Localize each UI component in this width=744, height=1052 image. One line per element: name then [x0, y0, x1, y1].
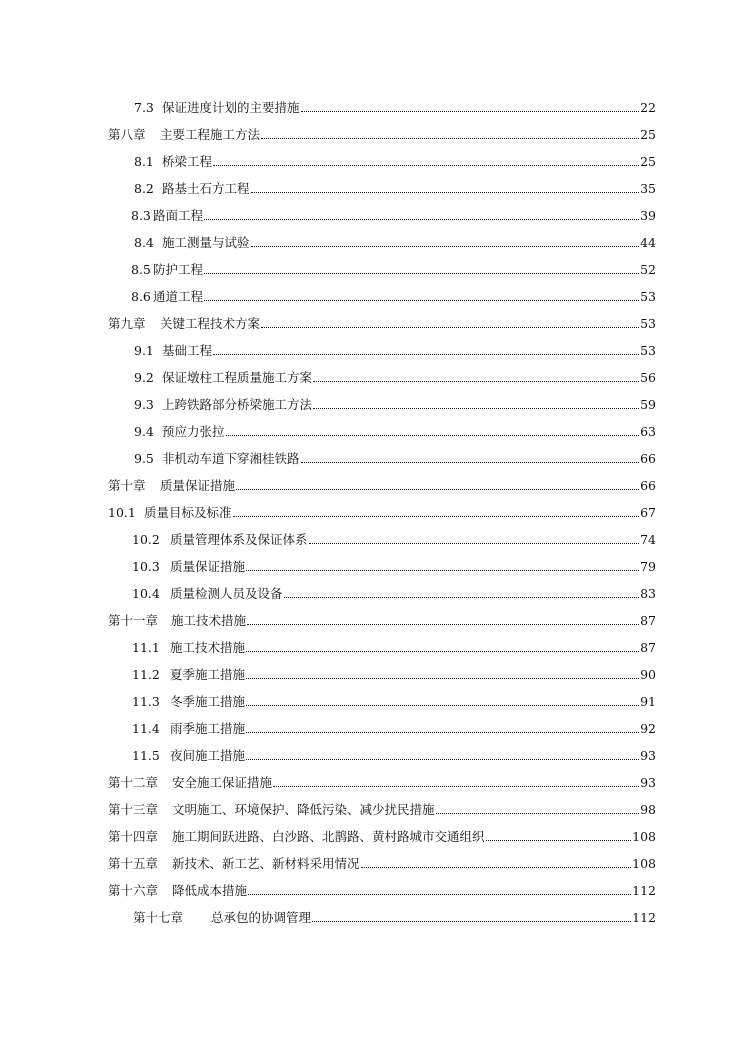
toc-entry-chapter-14[interactable] — [108, 817, 656, 844]
toc-entry-10-2[interactable] — [132, 520, 656, 547]
toc-title: 降低成本措施 — [172, 883, 248, 898]
toc-entry-11-4[interactable] — [132, 709, 656, 736]
toc-entry-9-1[interactable] — [134, 331, 656, 358]
toc-title: 保证墩柱工程质量施工方案 — [162, 370, 313, 385]
toc-number: 第八章 — [108, 127, 146, 142]
toc-entry-8-6[interactable] — [131, 277, 656, 304]
toc-number: 10.3 — [132, 559, 160, 574]
toc-entry-11-1[interactable] — [132, 628, 656, 655]
toc-page-number: 44 — [640, 235, 656, 250]
dot-leader — [246, 678, 639, 679]
toc-page-number: 112 — [632, 910, 656, 925]
toc-entry-10-4[interactable] — [132, 574, 656, 601]
toc-title: 预应力张拉 — [162, 424, 225, 439]
table-of-contents — [0, 88, 744, 925]
toc-page-number: 67 — [640, 505, 656, 520]
toc-number: 第十五章 — [108, 856, 159, 871]
dot-leader — [246, 732, 639, 733]
toc-page-number: 87 — [640, 613, 656, 628]
toc-number: 11.1 — [132, 640, 160, 655]
toc-number: 第十三章 — [108, 802, 159, 817]
toc-title: 雨季施工措施 — [170, 721, 246, 736]
toc-title: 路基土石方工程 — [162, 181, 250, 196]
toc-entry-11-2[interactable] — [132, 655, 656, 682]
toc-page-number: 56 — [640, 370, 656, 385]
toc-title: 新技术、新工艺、新材料采用情况 — [172, 856, 360, 871]
dot-leader — [233, 516, 640, 517]
toc-page-number: 83 — [640, 586, 656, 601]
toc-number: 11.3 — [132, 694, 160, 709]
toc-page-number: 63 — [640, 424, 656, 439]
toc-page-number: 108 — [632, 829, 656, 844]
toc-title: 冬季施工措施 — [170, 694, 246, 709]
toc-title: 基础工程 — [162, 343, 213, 358]
toc-title: 施工期间跃进路、白沙路、北鹊路、黄村路城市交通组织 — [172, 829, 485, 844]
toc-number: 9.3 — [134, 397, 154, 412]
dot-leader — [436, 813, 640, 814]
toc-title: 防护工程 — [153, 262, 204, 277]
toc-title: 保证进度计划的主要措施 — [162, 100, 300, 115]
toc-page-number: 52 — [640, 262, 656, 277]
toc-entry-8-4[interactable] — [134, 223, 656, 250]
toc-page-number: 35 — [640, 181, 656, 196]
toc-entry-chapter-8[interactable] — [108, 115, 656, 142]
dot-leader — [273, 786, 639, 787]
dot-leader — [246, 651, 639, 652]
toc-title: 总承包的协调管理 — [211, 910, 312, 925]
toc-entry-11-5[interactable] — [132, 736, 656, 763]
toc-page-number: 98 — [640, 802, 656, 817]
toc-number: 第九章 — [108, 316, 146, 331]
toc-page-number: 93 — [640, 775, 656, 790]
toc-entry-chapter-9[interactable] — [108, 304, 656, 331]
dot-leader — [204, 219, 639, 220]
toc-entry-7-3[interactable] — [134, 88, 656, 115]
toc-page-number: 53 — [640, 343, 656, 358]
toc-page-number: 79 — [640, 559, 656, 574]
toc-title: 质量目标及标准 — [144, 505, 232, 520]
toc-entry-10-3[interactable] — [132, 547, 656, 574]
toc-number: 8.6 — [131, 289, 151, 304]
toc-number: 9.5 — [134, 451, 154, 466]
toc-page-number: 25 — [640, 127, 656, 142]
dot-leader — [301, 111, 640, 112]
toc-entry-8-3[interactable] — [131, 196, 656, 223]
dot-leader — [246, 759, 639, 760]
toc-title: 非机动车道下穿湘桂铁路 — [162, 451, 300, 466]
dot-leader — [213, 354, 639, 355]
toc-number: 8.2 — [134, 181, 154, 196]
toc-title: 质量检测人员及设备 — [170, 586, 283, 601]
toc-title: 文明施工、环境保护、降低污染、减少扰民措施 — [172, 802, 435, 817]
toc-entry-8-1[interactable] — [134, 142, 656, 169]
toc-number: 8.3 — [131, 208, 151, 223]
toc-page-number: 112 — [632, 883, 656, 898]
toc-entry-9-4[interactable] — [134, 412, 656, 439]
toc-entry-chapter-16[interactable] — [108, 871, 656, 898]
toc-entry-9-3[interactable] — [134, 385, 656, 412]
dot-leader — [251, 246, 640, 247]
toc-title: 夏季施工措施 — [170, 667, 246, 682]
dot-leader — [226, 435, 640, 436]
toc-number: 第十七章 — [133, 910, 184, 925]
toc-page-number: 53 — [640, 316, 656, 331]
toc-number: 9.1 — [134, 343, 154, 358]
dot-leader — [204, 300, 639, 301]
dot-leader — [251, 192, 640, 193]
toc-number: 第十四章 — [108, 829, 159, 844]
toc-entry-chapter-12[interactable] — [108, 763, 656, 790]
toc-number: 10.2 — [132, 532, 160, 547]
dot-leader — [236, 489, 639, 490]
toc-number: 第十二章 — [108, 775, 159, 790]
toc-number: 7.3 — [134, 100, 154, 115]
toc-entry-chapter-15[interactable] — [108, 844, 656, 871]
toc-title: 上跨铁路部分桥梁施工方法 — [162, 397, 313, 412]
toc-page-number: 90 — [640, 667, 656, 682]
toc-page-number: 39 — [640, 208, 656, 223]
toc-number: 11.5 — [132, 748, 160, 763]
dot-leader — [284, 597, 640, 598]
toc-page-number: 87 — [640, 640, 656, 655]
dot-leader — [247, 624, 639, 625]
toc-title: 通道工程 — [153, 289, 204, 304]
toc-number: 第十六章 — [108, 883, 159, 898]
toc-title: 施工技术措施 — [171, 613, 247, 628]
toc-title: 关键工程技术方案 — [160, 316, 261, 331]
toc-number: 10.1 — [108, 505, 136, 520]
dot-leader — [313, 381, 639, 382]
toc-title: 安全施工保证措施 — [172, 775, 273, 790]
dot-leader — [301, 462, 640, 463]
toc-number: 第十章 — [108, 478, 146, 493]
toc-number: 8.1 — [134, 154, 154, 169]
toc-title: 质量保证措施 — [170, 559, 246, 574]
toc-entry-9-2[interactable] — [134, 358, 656, 385]
toc-title: 质量保证措施 — [160, 478, 236, 493]
toc-page-number: 91 — [640, 694, 656, 709]
toc-entry-9-5[interactable] — [134, 439, 656, 466]
dot-leader — [486, 840, 632, 841]
toc-entry-chapter-11[interactable] — [108, 601, 656, 628]
toc-page-number: 108 — [632, 856, 656, 871]
toc-title: 桥梁工程 — [162, 154, 213, 169]
toc-title: 施工测量与试验 — [162, 235, 250, 250]
toc-entry-chapter-17[interactable] — [133, 898, 656, 925]
toc-page-number: 74 — [640, 532, 656, 547]
dot-leader — [246, 705, 639, 706]
toc-page-number: 53 — [640, 289, 656, 304]
dot-leader — [312, 921, 631, 922]
dot-leader — [248, 894, 631, 895]
toc-title: 施工技术措施 — [170, 640, 246, 655]
dot-leader — [213, 165, 639, 166]
toc-entry-11-3[interactable] — [132, 682, 656, 709]
dot-leader — [261, 327, 639, 328]
toc-number: 第十一章 — [108, 613, 159, 628]
dot-leader — [361, 867, 632, 868]
dot-leader — [309, 543, 640, 544]
toc-entry-10-1[interactable] — [108, 493, 656, 520]
dot-leader — [261, 138, 639, 139]
toc-title: 路面工程 — [153, 208, 204, 223]
toc-entry-8-2[interactable] — [134, 169, 656, 196]
toc-entry-chapter-13[interactable] — [108, 790, 656, 817]
dot-leader — [204, 273, 639, 274]
toc-title: 夜间施工措施 — [170, 748, 246, 763]
toc-page-number: 93 — [640, 748, 656, 763]
dot-leader — [246, 570, 639, 571]
toc-page-number: 66 — [640, 478, 656, 493]
toc-number: 9.4 — [134, 424, 154, 439]
toc-title: 主要工程施工方法 — [160, 127, 261, 142]
toc-entry-chapter-10[interactable] — [108, 466, 656, 493]
toc-page-number: 92 — [640, 721, 656, 736]
toc-title: 质量管理体系及保证体系 — [170, 532, 308, 547]
toc-number: 8.5 — [131, 262, 151, 277]
toc-number: 11.2 — [132, 667, 160, 682]
dot-leader — [313, 408, 639, 409]
toc-page-number: 66 — [640, 451, 656, 466]
toc-page-number: 59 — [640, 397, 656, 412]
toc-page-number: 25 — [640, 154, 656, 169]
toc-page-number: 22 — [640, 100, 656, 115]
toc-number: 11.4 — [132, 721, 160, 736]
toc-number: 8.4 — [134, 235, 154, 250]
toc-entry-8-5[interactable] — [131, 250, 656, 277]
toc-number: 10.4 — [132, 586, 160, 601]
toc-number: 9.2 — [134, 370, 154, 385]
